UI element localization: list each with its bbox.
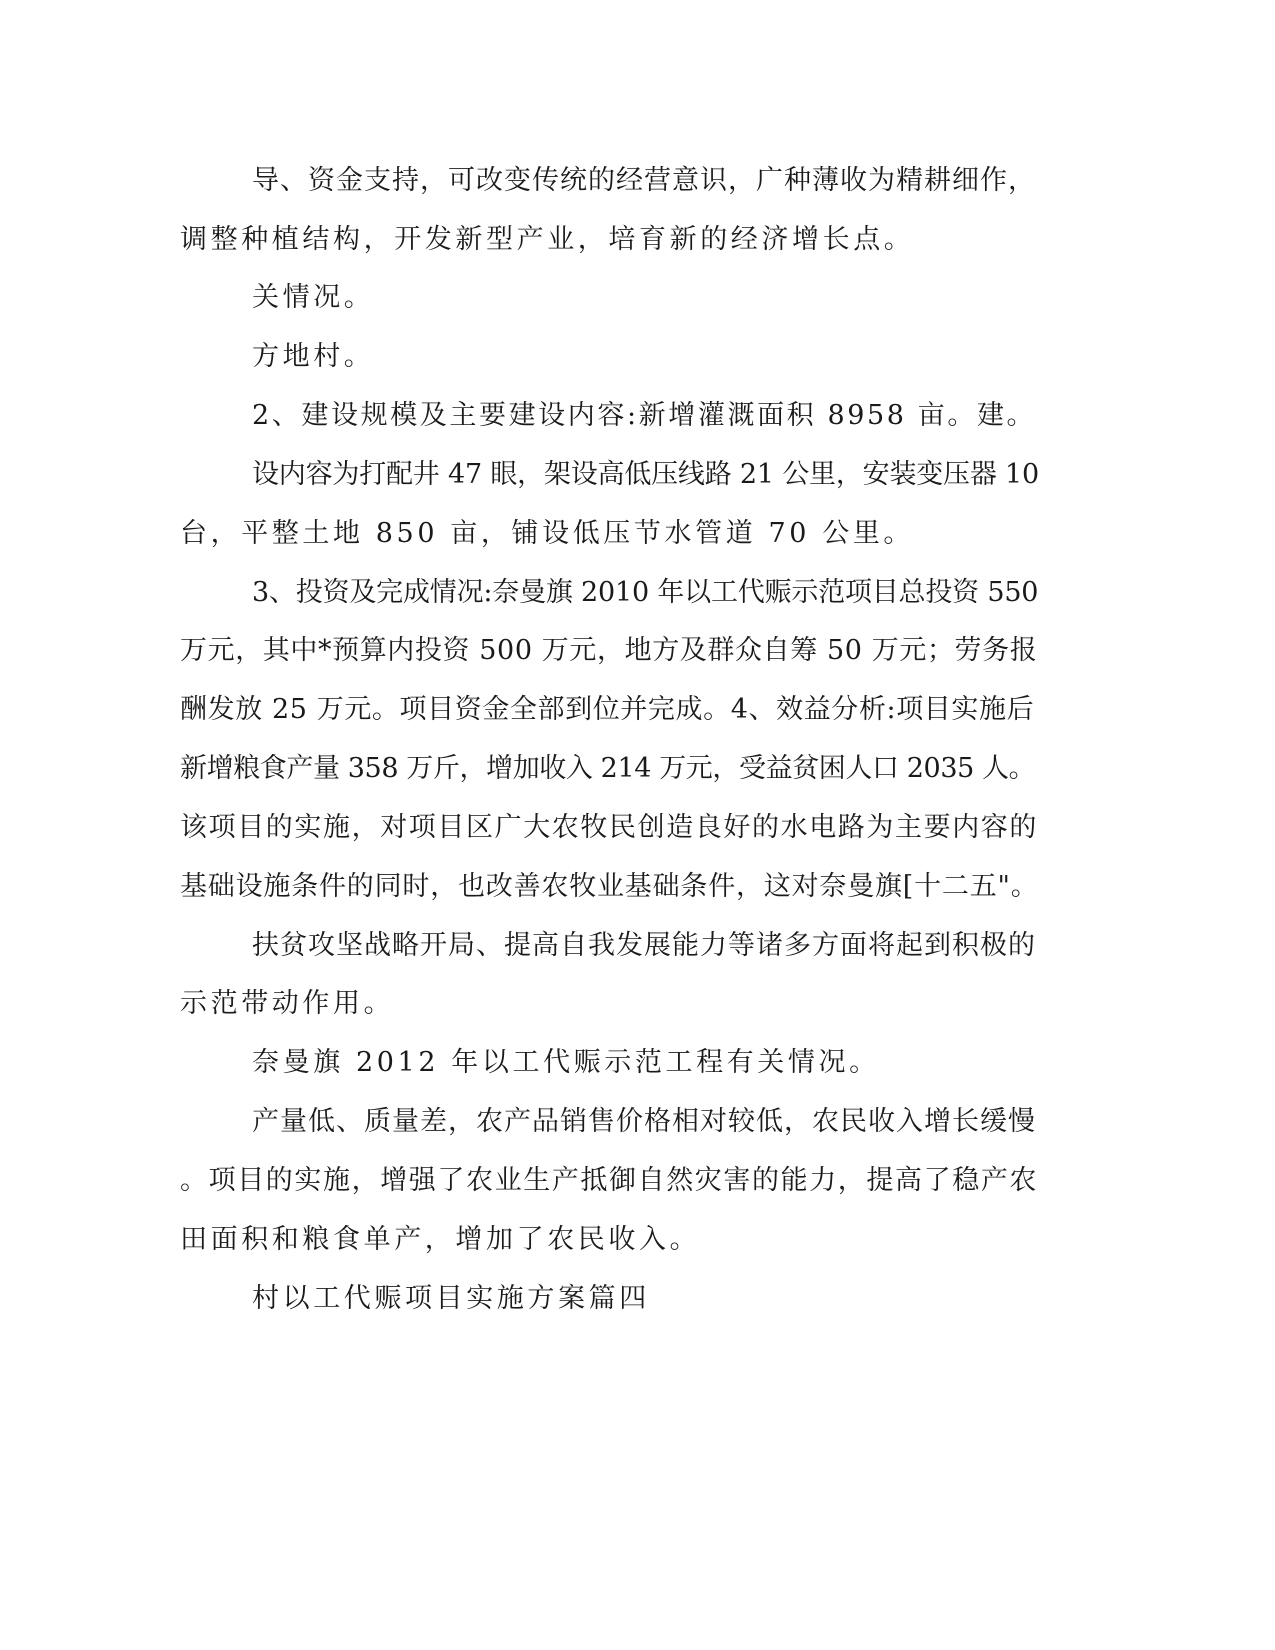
text-line: 调整种植结构，开发新型产业，培育新的经济增长点。: [180, 224, 915, 255]
text-line: 新增粮食产量 358 万斤，增加收入 214 万元，受益贫困人口 2035 人。: [180, 753, 1036, 784]
text-line: 导、资金支持，可改变传统的经营意识，广种薄收为精耕细作，: [252, 165, 1036, 196]
text-line: 奈曼旗 2012 年以工代赈示范工程有关情况。: [252, 1047, 880, 1078]
text-line: 。项目的实施，增强了农业生产抵御自然灾害的能力，提高了稳产农: [180, 1165, 1038, 1196]
text-line: 3、投资及完成情况:奈曼旗 2010 年以工代赈示范项目总投资 550: [252, 577, 1039, 608]
text-line: 基础设施条件的同时，也改善农牧业基础条件，这对奈曼旗[十二五"。: [180, 871, 1039, 902]
text-line: 设内容为打配井 47 眼，架设高低压线路 21 公里，安装变压器 10: [252, 459, 1039, 490]
text-line: 示范带动作用。: [180, 988, 395, 1019]
text-line: 台，平整土地 850 亩，铺设低压节水管道 70 公里。: [180, 518, 915, 549]
text-line: 该项目的实施，对项目区广大农牧民创造良好的水电路为主要内容的: [180, 812, 1038, 843]
text-line: 万元，其中*预算内投资 500 万元，地方及群众自筹 50 万元；劳务报: [180, 635, 1038, 666]
text-line: 产量低、质量差，农产品销售价格相对较低，农民收入增长缓慢: [252, 1106, 1036, 1137]
text-line: 扶贫攻坚战略开局、提高自我发展能力等诸多方面将起到积极的: [252, 930, 1036, 961]
text-line: 方地村。: [252, 341, 375, 372]
text-line: 田面积和粮食单产，增加了农民收入。: [180, 1224, 701, 1255]
text-line: 2、建设规模及主要建设内容:新增灌溉面积 8958 亩。建。: [252, 400, 1037, 431]
text-line: 酬发放 25 万元。项目资金全部到位并完成。4、效益分析:项目实施后: [180, 694, 1035, 725]
text-line: 关情况。: [252, 282, 375, 313]
text-line: 村以工代赈项目实施方案篇四: [252, 1283, 650, 1314]
